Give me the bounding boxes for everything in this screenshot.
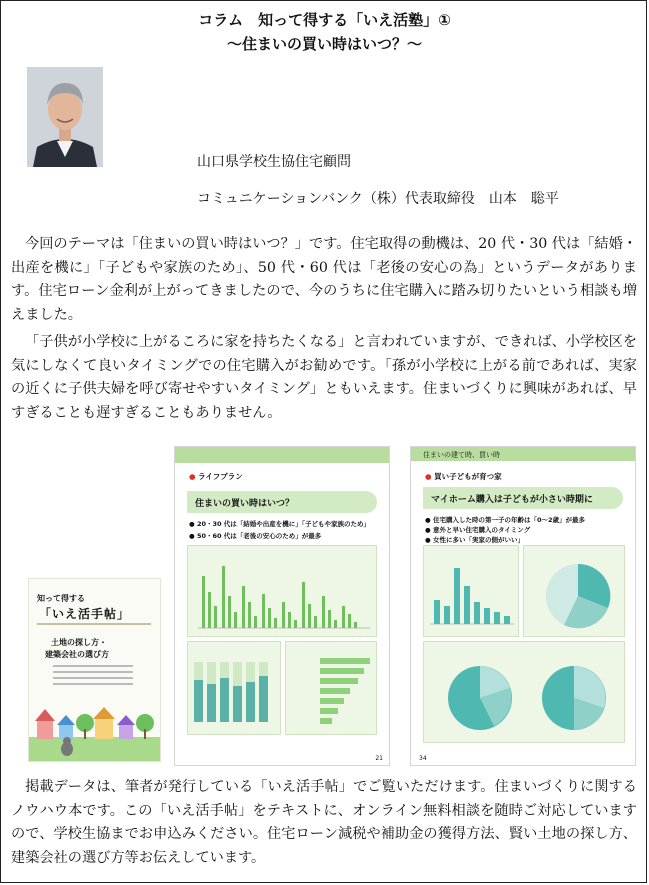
page-left-header-bar [175,447,389,463]
page-right-bullet-2-text: 意外と早い住宅購入のタイミング [432,526,531,534]
page-left-section: ● ライフプラン [189,472,243,481]
booklet-book-title-2: 建築会社の選び方 [45,650,109,659]
body-paragraph-2 [11,331,637,425]
page-right-tab: 住まいの建て時、買い時 [423,451,500,459]
page-right-heading: マイホーム購入は子どもが小さい時期に [431,495,593,505]
page-right-section-label: 買い子どもが育つ家 [434,472,502,481]
page-right-section: ● 買い子どもが育つ家 [425,472,502,481]
page-left-heading-banner [187,491,377,513]
booklet-title: 「いえ活手帖」 [39,607,131,621]
booklet-divider [37,623,151,625]
page-left-bullet-1-text: 20・30 代は「結婚や出産を機に」「子どもや家族のため」 [196,520,371,528]
paragraph-2-text: 「子供が小学校に上がるころに家を持ちたくなる」と言われていますが、できれば、小学校区を気にしなくて良いタイミングでの住宅購入がお勧めです。「孫が小学校に上がる前であれば、実家の近くに子供夫婦を呼び寄せやすいタイミング」ともいえます。住まいづくりに興味があれば、早すぎることも遅すぎることもありません。 [11,334,637,421]
book-page-left [174,446,390,766]
page-left-bar-chart [188,546,376,636]
page-right-pie-chart-1 [523,545,625,637]
page-right-bullet-3: ● 女性に多い「実家の側がいい」 [425,536,524,544]
page-right-bullet-1-text: 住宅購入した時の第一子の年齢は「0～2歳」が最多 [432,516,585,524]
paragraph-3-text: 掲載データは、筆者が発行している「いえ活手帖」でご覧いただけます。住まいづくりに関するノウハウ本です。この「いえ活手帖」をテキストに、オンライン無料相談を随時ご対応していますので、学校生協までお申込みください。住宅ローン減税や補助金の獲得方法、賢い土地の探し方、建築会社の選び方等お伝えしています。 [11,779,637,866]
booklet-book-title-1: 土地の探し方・ [51,638,107,647]
book-page-right [410,446,636,766]
page-left-section-label: ライフプラン [198,472,243,481]
page-left-stacked-chart [187,641,281,735]
page-left-hbar-chart [285,641,377,735]
body-paragraph-3 [11,776,637,870]
author-photo [27,67,103,167]
booklet-town-illustration [29,697,160,761]
author-affiliation: 山口県学校生協住宅顧問 [197,154,351,170]
page-left-bullet-2-text: 50・60 代は「老後の安心のため」が最多 [196,532,322,540]
booklet-subtitle: 知って得する [37,594,85,603]
page-right-bullet-1: ● 住宅購入した時の第一子の年齢は「0～2歳」が最多 [425,516,585,524]
booklet-text-lines [53,665,133,689]
page-left-bullet-1: ● 20・30 代は「結婚や出産を機に」「子どもや家族のため」 [189,520,371,528]
page-right-pie-charts-2 [423,641,625,743]
page-right-bar-chart [423,545,519,637]
page-left-bullet-2: ● 50・60 代は「老後の安心のため」が最多 [189,532,322,540]
column-title: コラム 知って得する「いえ活塾」① [198,11,451,29]
page-right-bullet-3-text: 女性に多い「実家の側がいい」 [432,536,524,544]
page-left-number: 21 [375,755,383,762]
author-position: コミュニケーションバンク（株）代表取締役 山本 聡平 [197,191,559,207]
page-left-chart-panel [187,545,377,637]
page-right-number: 34 [419,755,427,762]
booklet-cover [28,578,161,762]
page-right-heading-banner [423,487,623,509]
paragraph-1-text: 今回のテーマは「住まいの買い時はいつ？」です。住宅取得の動機は、20 代・30 代は「結婚・出産を機に」「子どもや家族のため」、50 代・60 代は「老後の安心の為」というデータがあります。住宅ローン金利が上がってきましたので、今のうちに住宅購入に踏み切りたいという相談も増えました。 [11,236,637,323]
body-paragraph-1 [11,233,637,327]
page-left-heading: 住まいの買い時はいつ？ [195,499,295,509]
page-right-bullet-2: ● 意外と早い住宅購入のタイミング [425,526,531,534]
column-subtitle: ～住まいの買い時はいつ？～ [226,35,422,53]
